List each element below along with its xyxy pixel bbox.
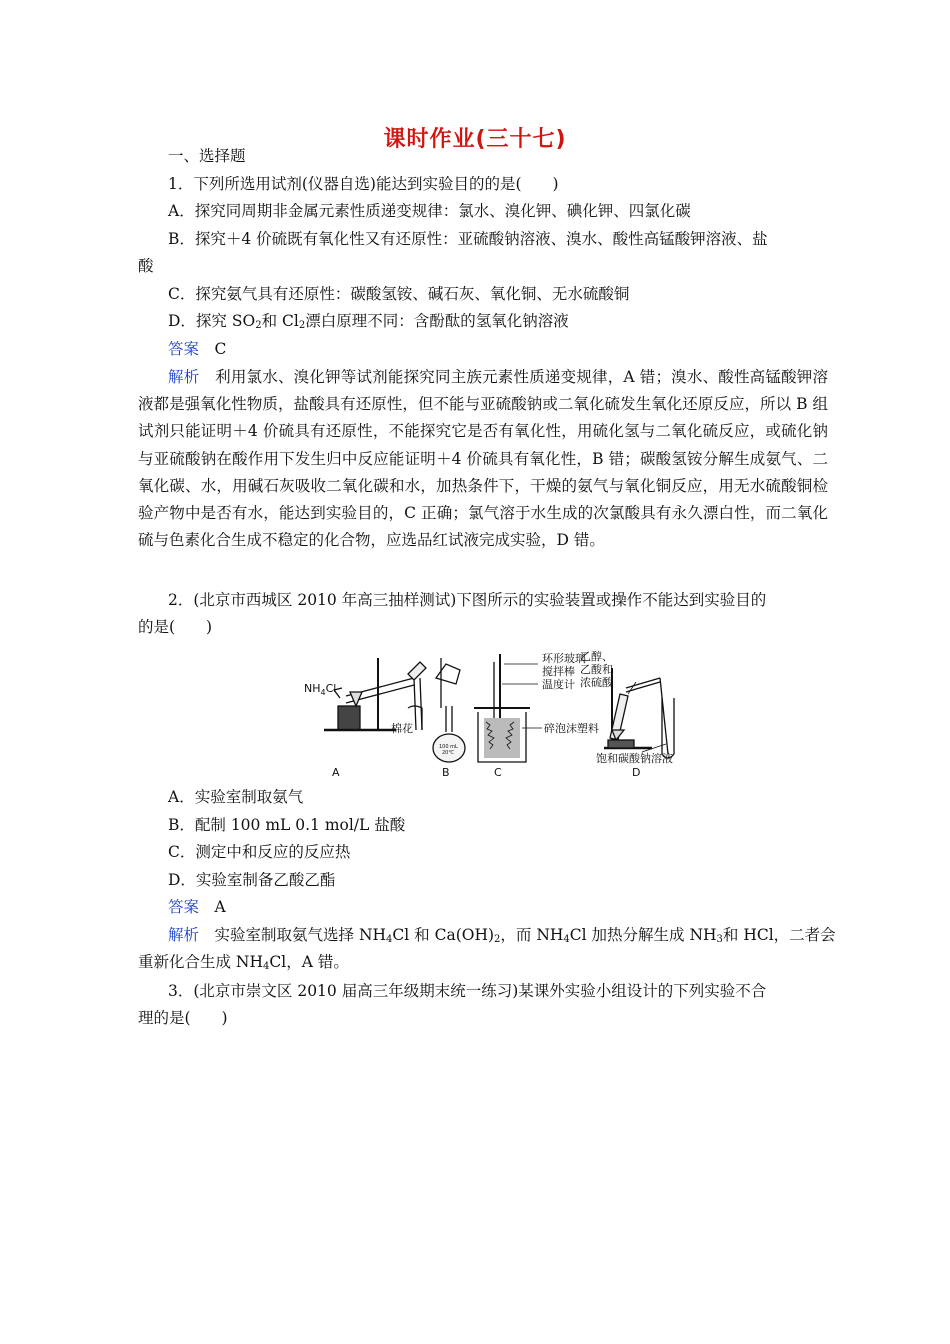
apparatus-b xyxy=(433,658,465,779)
analysis-label: 解析 xyxy=(168,926,200,944)
q1-option-a: A．探究同周期非金属元素性质递变规律：氯水、溴化钾、碘化钾、四氯化碳 xyxy=(168,202,691,220)
q2-answer xyxy=(168,897,226,917)
label-cotton: 棉花 xyxy=(391,722,413,735)
q1-option-c: C．探究氨气具有还原性：碳酸氢铵、碱石灰、氧化铜、无水硫酸铜 xyxy=(168,285,630,303)
q2-option-d: D．实验室制备乙酸乙酯 xyxy=(168,871,336,889)
section-heading: 一、选择题 xyxy=(168,147,246,165)
q1-option-d: D．探究 $SO_2$和 $Cl_2$漂白原理不同：含酚酞的氢氧化钠溶液 xyxy=(168,312,569,331)
q1-answer xyxy=(168,339,226,359)
label-reagent-1: 乙醇、 xyxy=(580,650,613,663)
answer-label: 答案 xyxy=(168,340,200,358)
q3-stem-cont: 理的是( ) xyxy=(138,1009,228,1027)
label-thermometer: 温度计 xyxy=(542,678,575,691)
q2-analysis-cont: 重新化合生成 $NH_4Cl$，A 错。 xyxy=(138,953,349,972)
answer-value: A xyxy=(214,898,226,916)
answer-label: 答案 xyxy=(168,898,200,916)
label-a: A xyxy=(332,766,340,779)
label-b: B xyxy=(442,766,450,779)
label-d: D xyxy=(632,766,641,779)
q1-analysis: 解析 利用氯水、溴化钾等试剂能探究同主族元素性质递变规律，A 错；溴水、酸性高锰酸钾溶液都是强氧化性物质，盐酸具有还原性，但不能与亚硫酸钠或二氧化硫发生氧化还原反应，所以 B 组试剂只能证明＋4 价硫具有还原性，不能探究它是否有氧化性，用硫化氢与二氧化硫反应，或硫化钠与亚硫酸钠在酸作用下发生归中反应能证明＋4 价硫具有氧化性，B 错；碳酸氢铵分解生成氨气、二氧化碳、水，用碱石灰吸收二氧化碳和水，加热条件下，干燥的氨气与氧化铜反应，用无水硫酸铜检验产物中是否有水，能达到实验目的，C 正确；氯气溶于水生成的次氯酸具有永久漂白性，而二氧化硫与色素化合生成不稳定的化合物，应选品红试液完成实验，D 错。 xyxy=(138,368,828,550)
label-foam: 碎泡沫塑料 xyxy=(544,722,599,735)
apparatus-figure xyxy=(296,648,716,783)
q2-option-a: A．实验室制取氨气 xyxy=(168,788,304,806)
q2-stem: 2．(北京市西城区 2010 年高三抽样测试)下图所示的实验装置或操作不能达到实验目的 xyxy=(168,591,767,609)
analysis-label: 解析 xyxy=(168,368,200,386)
page-title: 课时作业(三十七) xyxy=(383,127,567,152)
label-stirrer-1: 环形玻璃 xyxy=(542,652,586,665)
q1-option-b: B．探究＋4 价硫既有氧化性又有还原性：亚硫酸钠溶液、溴水、酸性高锰酸钾溶液、盐 xyxy=(168,230,768,248)
svg-text:20℃: 20℃ xyxy=(442,750,454,756)
apparatus-d xyxy=(580,649,674,779)
label-stirrer-2: 搅拌棒 xyxy=(542,665,575,678)
answer-value: C xyxy=(214,340,227,358)
q1-option-b-cont: 酸 xyxy=(138,257,154,275)
q2-option-b: B．配制 100 mL 0.1 mol/L 盐酸 xyxy=(168,816,406,834)
label-nh4cl: $NH_4Cl$ xyxy=(304,682,337,697)
q2-stem-cont: 的是( ) xyxy=(138,618,213,636)
svg-text:100 mL: 100 mL xyxy=(439,744,458,750)
label-reagent-2: 乙酸和 xyxy=(580,663,613,676)
q2-analysis: 解析 实验室制取氨气选择 $NH_4Cl$ 和 $Ca(OH)_2$，而 $NH_4Cl$ 加热分解生成 $NH_3$和 HCl，二者会 xyxy=(168,926,836,945)
label-na2co3: 饱和碳酸钠溶液 xyxy=(596,752,673,765)
apparatus-a xyxy=(304,658,426,779)
q3-stem: 3．(北京市崇文区 2010 届高三年级期末统一练习)某课外实验小组设计的下列实验不合 xyxy=(168,982,767,1000)
q2-option-c: C．测定中和反应的反应热 xyxy=(168,843,351,861)
label-reagent-3: 浓硫酸 xyxy=(580,676,613,689)
label-c: C xyxy=(494,766,502,779)
q1-stem: 1．下列所选用试剂(仪器自选)能达到实验目的的是( ) xyxy=(168,175,559,193)
